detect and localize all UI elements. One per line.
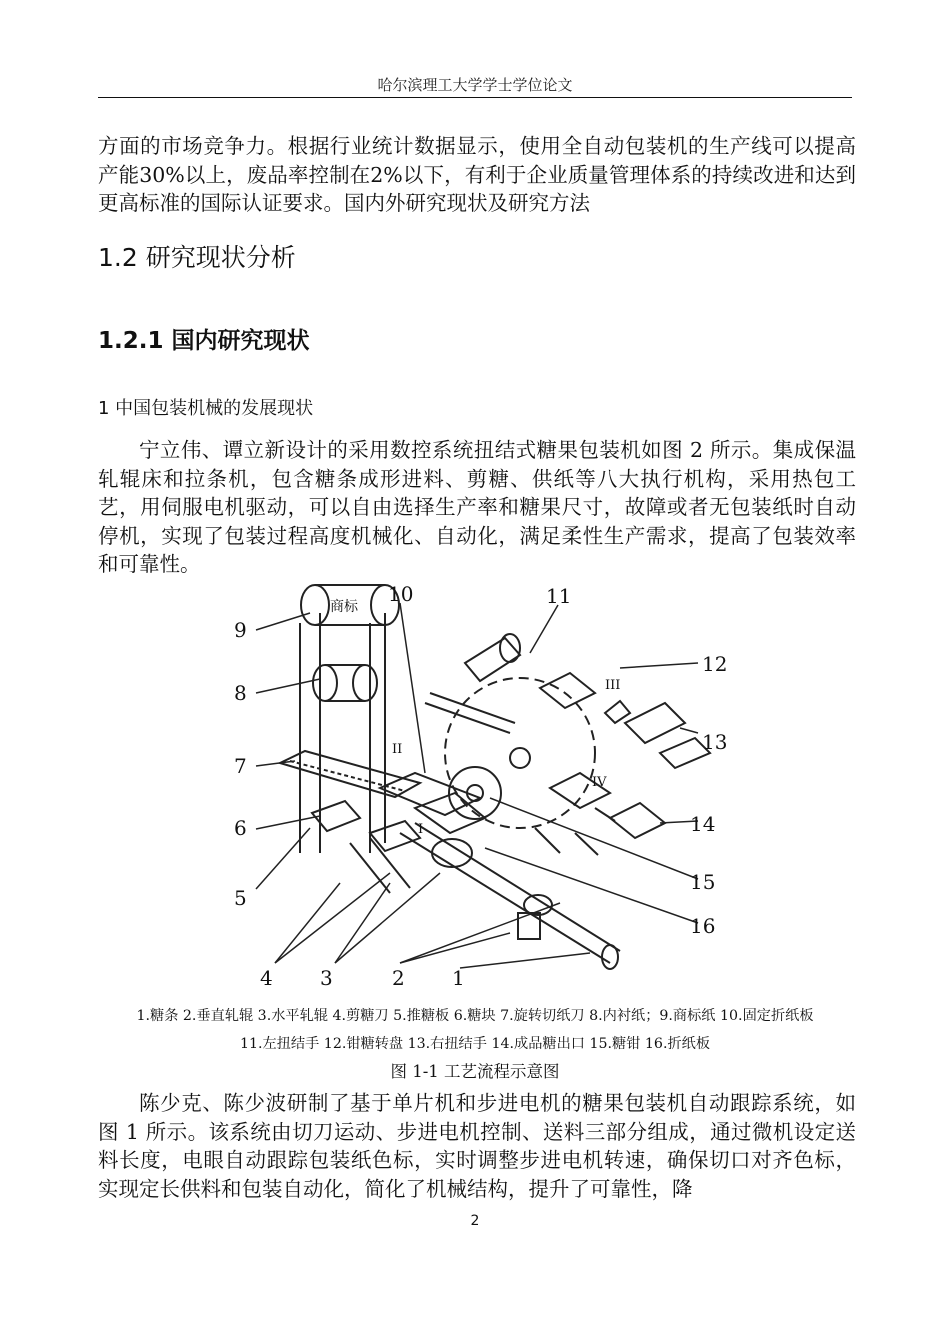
figure-label-1: 1 [452, 966, 465, 990]
figure-title: 图 1-1 工艺流程示意图 [390, 1062, 560, 1081]
figure-label-9: 9 [234, 618, 247, 642]
process-flow-figure [220, 583, 740, 993]
figure-label-10: 10 [388, 583, 414, 606]
figure-label-3: 3 [320, 966, 333, 990]
packaging-machine-diagram [220, 583, 740, 993]
figure-legend-line-1: 1.糖条 2.垂直轧辊 3.水平轧辊 4.剪糖刀 5.推糖板 6.糖块 7.旋转切纸刀 8.内衬纸；9.商标纸 10.固定折纸板 [136, 1008, 814, 1024]
header-rule [98, 97, 852, 98]
figure-label-8: 8 [234, 681, 247, 705]
figure-label-5: 5 [234, 886, 247, 910]
figure-legend-line-2: 11.左扭结手 12.钳糖转盘 13.右扭结手 14.成品糖出口 15.糖钳 16.折纸板 [239, 1036, 711, 1052]
paragraph-chen: 陈少克、陈少波研制了基于单片机和步进电机的糖果包装机自动跟踪系统，如图 1 所示。该系统由切刀运动、步进电机控制、送料三部分组成，通过微机设定送料长度，电眼自动跟踪包装纸色标，实时调整步进电机转速，确保切口对齐色标，实现定长供料和包装自动化，简化了机械结构，提升了可靠性，降 [98, 1091, 856, 1201]
figure-label-11: 11 [546, 584, 572, 608]
figure-label-7: 7 [234, 754, 247, 778]
figure-label-2: 2 [392, 966, 405, 990]
figure-label-16: 16 [690, 914, 716, 938]
figure-label-14: 14 [690, 812, 716, 836]
station-label-IV: IV [592, 775, 607, 790]
station-label-I: I [418, 822, 424, 837]
figure-label-6: 6 [234, 816, 247, 840]
page-number: 2 [470, 1213, 480, 1229]
subsection-heading: 1.2.1 国内研究现状 [98, 328, 310, 354]
figure-label-4: 4 [260, 966, 273, 990]
running-header: 哈尔滨理工大学学士学位论文 [377, 76, 573, 94]
section-heading: 1.2 研究现状分析 [98, 243, 296, 272]
station-label-III: III [605, 678, 621, 693]
paragraph-continuation: 方面的市场竞争力。根据行业统计数据显示，使用全自动包装机的生产线可以提高产能30%以上，废品率控制在2%以下，有利于企业质量管理体系的持续改进和达到更高标准的国际认证要求。国内外研究现状及研究方法 [98, 134, 856, 216]
station-label-II: II [392, 742, 403, 757]
roll-label: 商标 [330, 599, 358, 615]
paragraph-ning-tan: 宁立伟、谭立新设计的采用数控系统扭结式糖果包装机如图 2 所示。集成保温轧辊床和拉条机，包含糖条成形进料、剪糖、供纸等八大执行机构，采用热包工艺，用伺服电机驱动，可以自由选择生产率和糖果尺寸，故障或者无包装纸时自动停机，实现了包装过程高度机械化、自动化，满足柔性生产需求，提高了包装效率和可靠性。 [98, 438, 856, 577]
figure-label-13: 13 [702, 730, 728, 754]
figure-label-15: 15 [690, 870, 716, 894]
figure-label-12: 12 [702, 652, 728, 676]
item-heading: 1 中国包装机械的发展现状 [98, 398, 314, 419]
